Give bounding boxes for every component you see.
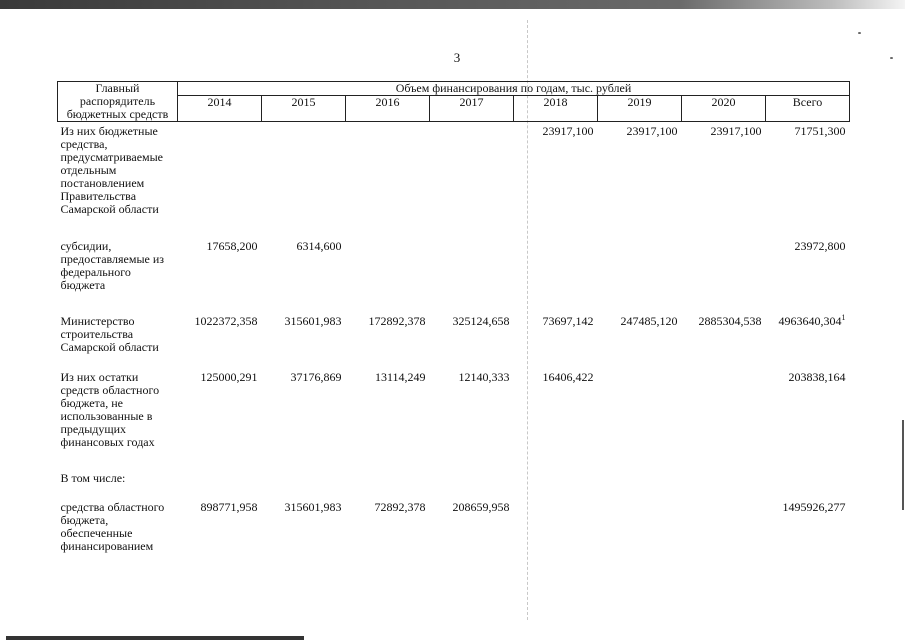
cell-value bbox=[262, 472, 346, 501]
cell-value bbox=[430, 122, 514, 240]
cell-value: 16406,422 bbox=[542, 369, 594, 384]
cell-value bbox=[514, 501, 598, 563]
cell-value: 2885304,538 bbox=[698, 313, 762, 328]
cell-value: 23917,100 bbox=[542, 124, 594, 138]
cell-value: 73697,142 bbox=[542, 313, 594, 328]
cell-value bbox=[598, 501, 682, 563]
header-year: 2014 bbox=[178, 96, 262, 122]
header-year: 2017 bbox=[430, 96, 514, 122]
row-label: Министерство строительства Самарской области bbox=[60, 313, 159, 354]
cell-value bbox=[682, 472, 766, 501]
cell-value: 125000,291 bbox=[200, 369, 258, 384]
header-year: 2016 bbox=[346, 96, 430, 122]
row-label: субсидии, предоставляемые из федерального бюджета bbox=[60, 238, 165, 292]
cell-value: 17658,200 bbox=[206, 238, 258, 253]
cell-value: 325124,658 bbox=[452, 313, 510, 328]
table-row bbox=[58, 371, 850, 472]
header-year: 2019 bbox=[598, 96, 682, 122]
row-label: Из них бюджетные средства, предусматриваемые отдельным постановлением Правительства Самарской области bbox=[60, 124, 164, 216]
cell-value: 315601,983 bbox=[284, 499, 342, 514]
total-value: 4963640,304 bbox=[778, 313, 842, 328]
cell-total bbox=[766, 472, 850, 501]
cell-value: 315601,983 bbox=[284, 313, 342, 328]
cell-value bbox=[682, 371, 766, 472]
page-number: 3 bbox=[453, 50, 461, 65]
cell-value bbox=[682, 501, 766, 563]
cell-value: 208659,958 bbox=[452, 499, 510, 514]
scan-speck bbox=[858, 32, 861, 34]
cell-value bbox=[430, 472, 514, 501]
scan-speck bbox=[902, 420, 904, 510]
row-label: средства областного бюджета, обеспеченные финансированием bbox=[60, 499, 165, 553]
cell-value bbox=[430, 240, 514, 315]
cell-value bbox=[178, 122, 262, 240]
scan-top-edge bbox=[0, 0, 905, 9]
header-distributor: Главный распорядитель бюджетных средств bbox=[58, 82, 178, 122]
cell-value bbox=[598, 472, 682, 501]
cell-value: 23917,100 bbox=[710, 124, 762, 138]
cell-value bbox=[514, 472, 598, 501]
cell-value: 172892,378 bbox=[368, 313, 426, 328]
header-financing-group: Объем финансирования по годам, тыс. рублей bbox=[178, 82, 850, 96]
cell-value bbox=[598, 240, 682, 315]
row-label: Из них остатки средств областного бюджета, не использованные в предыдущих финансовых годах bbox=[60, 369, 160, 449]
cell-total: 71751,300 bbox=[794, 124, 846, 138]
cell-value bbox=[346, 472, 430, 501]
cell-value: 898771,958 bbox=[200, 499, 258, 514]
cell-value bbox=[682, 240, 766, 315]
table-row bbox=[58, 122, 850, 240]
cell-total bbox=[766, 312, 850, 371]
cell-value: 6314,600 bbox=[296, 238, 342, 253]
cell-value bbox=[346, 122, 430, 240]
header-year: 2018 bbox=[514, 96, 598, 122]
cell-value: 1022372,358 bbox=[194, 313, 258, 328]
cell-total: 23972,800 bbox=[794, 238, 846, 253]
cell-value: 247485,120 bbox=[620, 313, 678, 328]
cell-total: 1495926,277 bbox=[782, 499, 846, 514]
cell-value bbox=[262, 122, 346, 240]
cell-value bbox=[514, 240, 598, 315]
cell-value bbox=[598, 371, 682, 472]
footnote-marker: 1 bbox=[841, 312, 846, 322]
cell-value: 37176,869 bbox=[290, 369, 342, 384]
scan-bottom-edge bbox=[6, 636, 304, 640]
table-header bbox=[58, 82, 850, 122]
table-row bbox=[58, 501, 850, 563]
cell-value: 13114,249 bbox=[374, 369, 426, 384]
table-row bbox=[58, 472, 850, 501]
header-total: Всего bbox=[766, 96, 850, 122]
cell-total: 203838,164 bbox=[788, 369, 846, 384]
cell-value: 23917,100 bbox=[626, 124, 678, 138]
cell-value bbox=[178, 472, 262, 501]
cell-value bbox=[346, 240, 430, 315]
header-year: 2020 bbox=[682, 96, 766, 122]
table-row bbox=[58, 240, 850, 315]
header-year: 2015 bbox=[262, 96, 346, 122]
scan-speck bbox=[890, 57, 893, 59]
table-row bbox=[58, 315, 850, 371]
row-label: В том числе: bbox=[60, 470, 126, 485]
cell-value: 12140,333 bbox=[458, 369, 510, 384]
financing-table bbox=[57, 81, 850, 563]
cell-value: 72892,378 bbox=[374, 499, 426, 514]
